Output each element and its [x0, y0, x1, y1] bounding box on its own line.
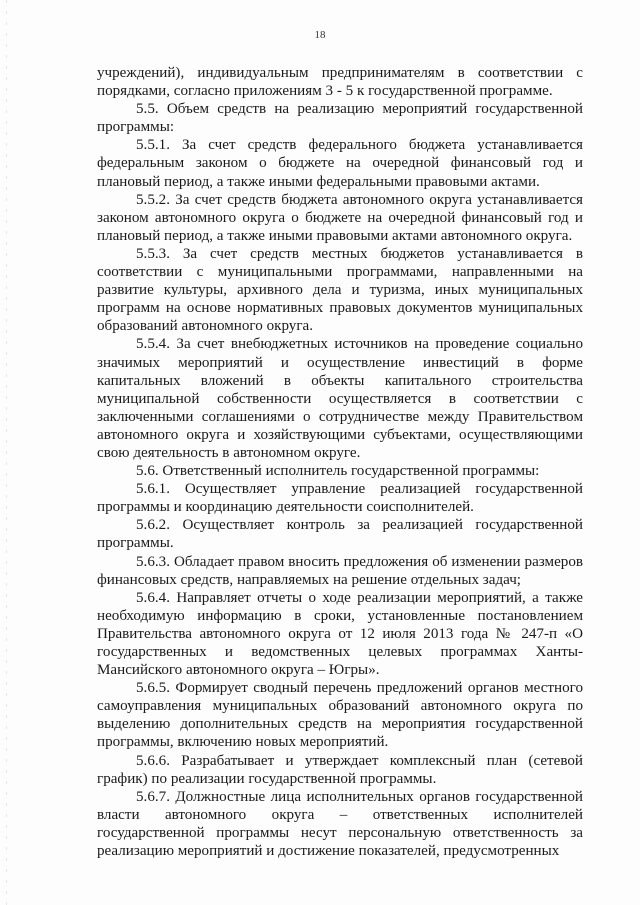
paragraph: 5.5.4. За счет внебюджетных источников на проведение социально значимых мероприятий и осуществление инвестиций в форме капитальных вложений в объекты капитального строительства муниципальной собственности осуществляется в соответствии с заключенными соглашениями о сотрудничестве между Правительством автономного округа и хозяйствующими субъектами, осуществляющими свою деятельность в автономном округе. [97, 336, 583, 461]
paragraph: 5.6.1. Осуществляет управление реализацией государственной программы и координацию деятельности соисполнителей. [97, 481, 583, 516]
paragraph: 5.5.2. За счет средств бюджета автономного округа устанавливается законом автономного округа о бюджете на очередной финансовый год и плановый период, а также иными правовыми актами автономного округа. [97, 191, 583, 244]
paragraph: 5.6.4. Направляет отчеты о ходе реализации мероприятий, а также необходимую информацию в сроки, установленные постановлением Правительства автономного округа от 12 июля 2013 года № 247-п «О государственных и ведомственных целевых программах Ханты-Мансийского автономного округа – Югры». [97, 589, 583, 679]
paragraph: 5.6. Ответственный исполнитель государственной программы: [136, 463, 540, 480]
document-body [97, 64, 583, 860]
scan-edge-artifact [6, 0, 7, 905]
paragraph: 5.6.2. Осуществляет контроль за реализацией государственной программы. [97, 517, 583, 552]
paragraph: 5.5.1. За счет средств федерального бюджета устанавливается федеральным законом о бюджете на очередной финансовый год и плановый период, а также иными федеральными правовыми актами. [97, 137, 583, 190]
paragraph: 5.6.5. Формирует сводный перечень предложений органов местного самоуправления муниципальных образований автономного округа по выделению дополнительных средств на мероприятия государственной программы, включению новых мероприятий. [97, 680, 583, 751]
page-number: 18 [314, 29, 326, 41]
paragraph: 5.5. Объем средств на реализацию мероприятий государственной программы: [97, 101, 583, 136]
paragraph: 5.6.7. Должностные лица исполнительных органов государственной власти автономного округа – ответственных исполнителей государственной программы несут персональную ответственность за реализацию мероприятий и достижение показателей, предусмотренных [97, 788, 583, 860]
paragraph: 5.5.3. За счет средств местных бюджетов устанавливается в соответствии с муниципальными программами, направленными на развитие культуры, архивного дела и туризма, иных муниципальных программ на основе нормативных правовых документов муниципальных образований автономного округа. [97, 245, 583, 335]
paragraph: учреждений), индивидуальным предпринимателям в соответствии с порядками, согласно приложениям 3 - 5 к государственной программе. [97, 65, 583, 100]
paragraph: 5.6.6. Разрабатывает и утверждает комплексный план (сетевой график) по реализации государственной программы. [97, 752, 583, 787]
paragraph: 5.6.3. Обладает правом вносить предложения об изменении размеров финансовых средств, направляемых на решение отдельных задач; [97, 553, 583, 588]
